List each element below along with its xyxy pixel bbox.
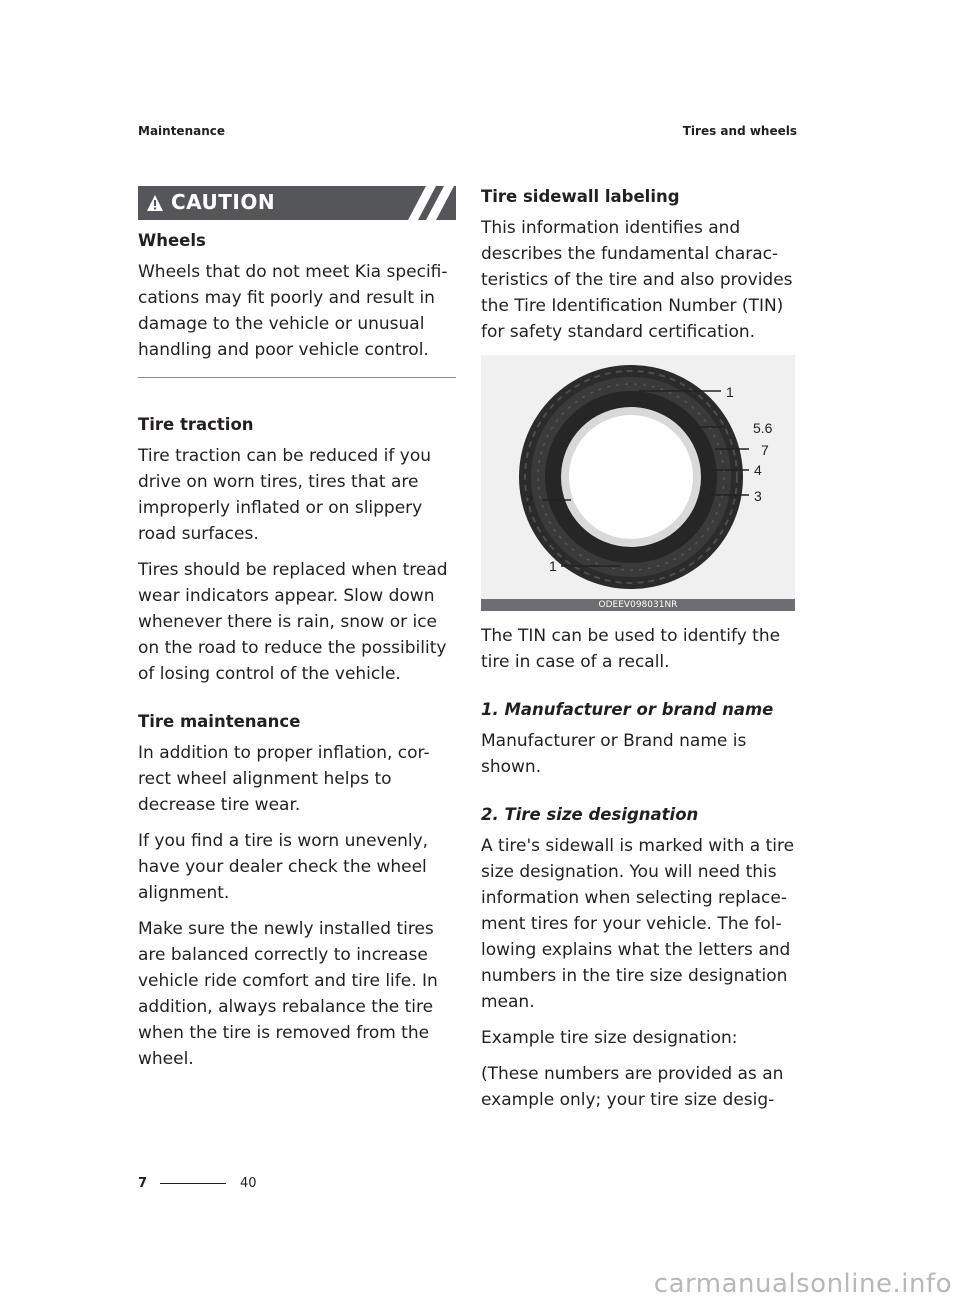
tire-maintenance-heading: Tire maintenance (138, 712, 301, 731)
footer-page-number: 40 (240, 1176, 257, 1191)
figure-caption: ODEEV098031NR (481, 599, 795, 611)
callout-label: 3 (754, 488, 762, 504)
tire-size-paragraph-1: A tire's sidewall is marked with a tire size designation. You will need this information when selecting replace-ment tires for your vehicle. The fol-lowing explains what the letters and numbers in the tire size designation mean. (481, 836, 795, 1012)
callout-label: 4 (754, 462, 762, 478)
caution-slash-decoration (404, 186, 456, 220)
warning-icon (146, 194, 164, 212)
tire-maintenance-paragraph-1: In addition to proper inflation, cor-rect wheel alignment helps to decrease tire wear. (138, 743, 430, 815)
callout-label: 1 (549, 558, 557, 574)
watermark: carmanualsonline.info (653, 1269, 952, 1299)
manufacturer-heading: 1. Manufacturer or brand name (481, 700, 774, 719)
right-column (481, 186, 799, 1123)
sidewall-heading: Tire sidewall labeling (481, 187, 680, 206)
tin-paragraph: The TIN can be used to identify the tire in case of a recall. (481, 626, 781, 672)
callout-label: 1 (726, 384, 734, 400)
caution-body: Wheels that do not meet Kia specifi-cations may fit poorly and result in damage to the vehicle or unusual handling and poor vehicle control. (138, 262, 448, 360)
caution-label: CAUTION (171, 190, 276, 214)
tire-size-heading: 2. Tire size designation (481, 805, 699, 824)
footer-divider (160, 1183, 226, 1184)
tire-diagram-figure (481, 355, 795, 611)
tire-sidewall-illustration (481, 355, 795, 599)
left-column (138, 186, 456, 1082)
header-section-title: Maintenance (138, 124, 226, 138)
tire-maintenance-paragraph-2: If you find a tire is worn unevenly, have your dealer check the wheel alignment. (138, 831, 429, 903)
manufacturer-paragraph: Manufacturer or Brand name is shown. (481, 731, 747, 777)
sidewall-paragraph: This information identifies and describes the fundamental charac-teristics of the tire and also provides the Tire Identification Number (TIN) for safety standard certification. (481, 218, 793, 342)
tire-traction-paragraph-1: Tire traction can be reduced if you drive on worn tires, tires that are improperly inflated or on slippery road surfaces. (138, 446, 432, 544)
footer-chapter-number: 7 (138, 1176, 148, 1191)
section-divider (138, 377, 456, 378)
tire-size-paragraph-2: Example tire size designation: (481, 1028, 738, 1048)
tire-size-paragraph-3: (These numbers are provided as an example only; your tire size desig- (481, 1064, 784, 1110)
tire-maintenance-paragraph-3: Make sure the newly installed tires are balanced correctly to increase vehicle ride comfort and tire life. In addition, always rebalance the tire when the tire is removed from the wheel. (138, 919, 438, 1069)
caution-title: Wheels (138, 231, 206, 250)
callout-label: 5.6 (753, 420, 773, 436)
callout-label: 2 (525, 492, 533, 508)
header-chapter-title: Tires and wheels (682, 124, 797, 138)
tire-traction-paragraph-2: Tires should be replaced when tread wear indicators appear. Slow down whenever there is rain, snow or ice on the road to reduce the possibility of losing control of the vehicle. (138, 560, 448, 684)
tire-traction-heading: Tire traction (138, 415, 254, 434)
callout-label: 7 (761, 442, 769, 458)
caution-banner (138, 186, 456, 220)
